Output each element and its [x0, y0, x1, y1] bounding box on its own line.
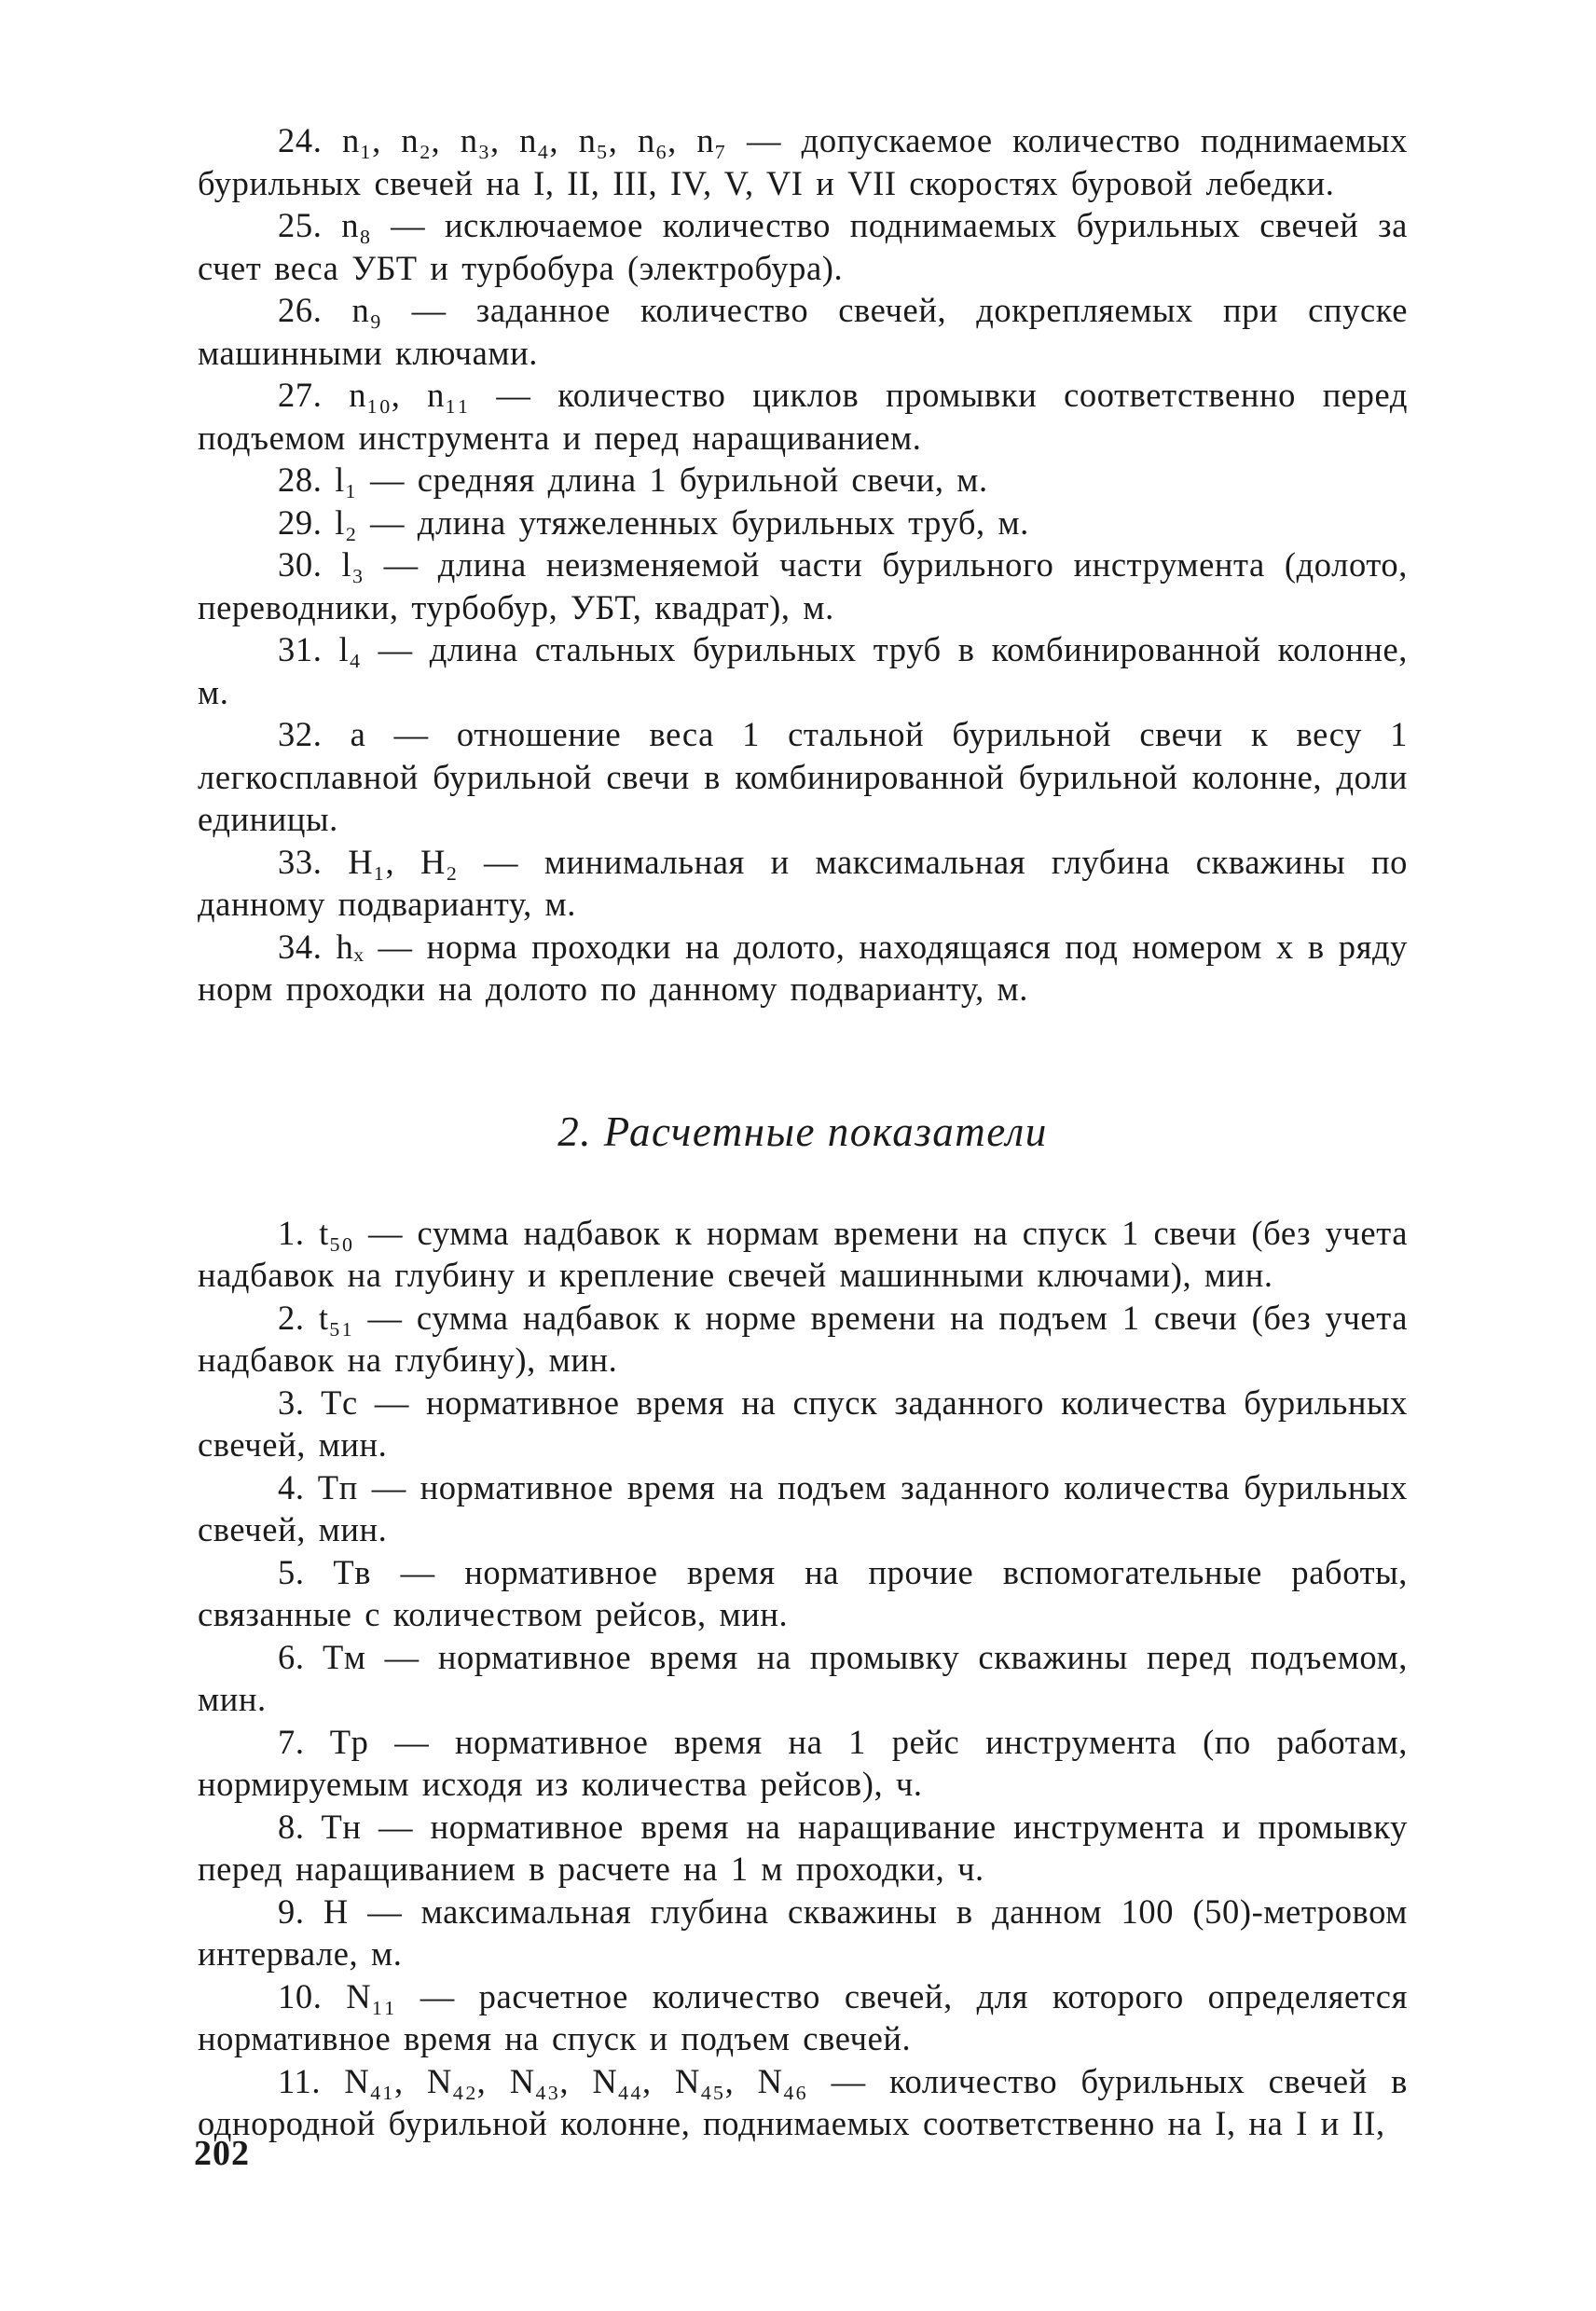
page-number: 202	[194, 2134, 250, 2173]
item-number: 34.	[278, 927, 323, 966]
list-item	[198, 1297, 1408, 1382]
item-number: 6.	[278, 1637, 305, 1676]
list-item	[198, 1212, 1408, 1297]
item-number: 25.	[278, 206, 323, 244]
item-number: 28.	[278, 461, 323, 499]
item-number: 31.	[278, 630, 323, 668]
item-text: N₁₁ — расчетное количество свечей, для которого определяется нормативное время на спуск и подъем свечей.	[198, 1976, 1408, 2057]
item-text: n₉ — заданное количество свечей, докрепляемых при спуске машинными ключами.	[198, 291, 1408, 372]
list-item	[198, 713, 1408, 841]
item-text: Tм — нормативное время на промывку скважины перед подъемом, мин.	[198, 1637, 1408, 1718]
list-item	[198, 374, 1408, 459]
list-item	[198, 502, 1408, 544]
list-item	[198, 1466, 1408, 1551]
list-item	[198, 119, 1408, 204]
item-number: 27.	[278, 376, 323, 414]
item-number: 8.	[278, 1807, 305, 1846]
item-text: l₄ — длина стальных бурильных труб в комбинированной колонне, м.	[198, 630, 1408, 711]
item-text: t₅₁ — сумма надбавок к норме времени на подъем 1 свечи (без учета надбавок на глубину), мин.	[198, 1298, 1408, 1379]
item-number: 24.	[278, 121, 323, 159]
item-text: n₈ — исключаемое количество поднимаемых бурильных свечей за счет веса УБТ и турбобура (электробура).	[198, 206, 1408, 287]
item-number: 30.	[278, 545, 323, 584]
item-text: Tс — нормативное время на спуск заданного количества бурильных свечей, мин.	[198, 1382, 1408, 1464]
list-item	[198, 543, 1408, 628]
item-number: 7.	[278, 1722, 305, 1761]
item-number: 10.	[278, 1976, 323, 2015]
item-number: 3.	[278, 1382, 305, 1422]
item-text: Tр — нормативное время на 1 рейс инструмента (по работам, нормируемым исходя из количества рейсов), ч.	[198, 1722, 1408, 1803]
item-text: H₁, H₂ — минимальная и максимальная глубина скважины по данному подварианту, м.	[198, 842, 1408, 923]
item-text: l₁ — средняя длина 1 бурильной свечи, м.	[335, 461, 988, 499]
list-item	[198, 628, 1408, 713]
item-number: 9.	[278, 1891, 305, 1931]
list-item	[198, 1721, 1408, 1806]
list-item	[198, 2060, 1408, 2145]
item-text: H — максимальная глубина скважины в данном 100 (50)-метровом интервале, м.	[198, 1891, 1408, 1973]
list-item	[198, 926, 1408, 1011]
list-item	[198, 1551, 1408, 1636]
item-number: 4.	[278, 1467, 305, 1506]
indicators-list	[198, 1212, 1408, 2145]
list-item	[198, 1382, 1408, 1466]
item-text: l₃ — длина неизменяемой части бурильного инструмента (долото, переводники, турбобур, УБТ, квадрат), м.	[198, 545, 1409, 626]
definitions-list	[198, 119, 1408, 1011]
item-number: 29.	[278, 502, 323, 542]
list-item	[198, 1891, 1408, 1975]
item-text: t₅₀ — сумма надбавок к нормам времени на спуск 1 свечи (без учета надбавок на глубину и крепление свечей машинными ключами), мин.	[198, 1213, 1408, 1294]
item-text: n₁₀, n₁₁ — количество циклов промывки соответственно перед подъемом инструмента и перед наращиванием.	[198, 376, 1408, 457]
item-text: N₄₁, N₄₂, N₄₃, N₄₄, N₄₅, N₄₆ — количество бурильных свечей в однородной бурильной колонне, поднимаемых соответственно на I, на I и II,	[198, 2061, 1408, 2142]
item-number: 2.	[278, 1298, 305, 1337]
item-text: Tв — нормативное время на прочие вспомогательные работы, связанные с количеством рейсов, мин.	[198, 1552, 1408, 1633]
list-item	[198, 459, 1408, 502]
page-body	[198, 119, 1408, 2145]
section-title: 2. Расчетные показатели	[557, 1107, 1048, 1155]
list-item	[198, 1975, 1408, 2060]
list-item	[198, 841, 1408, 926]
list-item	[198, 1636, 1408, 1721]
item-text: hₓ — норма проходки на долото, находящаяся под номером x в ряду норм проходки на долото по данному подварианту, м.	[198, 927, 1408, 1008]
item-text: Tп — нормативное время на подъем заданного количества бурильных свечей, мин.	[198, 1467, 1408, 1548]
list-item	[198, 204, 1408, 289]
list-item	[198, 289, 1408, 374]
item-number: 1.	[278, 1213, 305, 1252]
item-text: l₂ — длина утяжеленных бурильных труб, м.	[335, 502, 1029, 542]
item-number: 5.	[278, 1552, 305, 1591]
item-text: Tн — нормативное время на наращивание инструмента и промывку перед наращиванием в расчете на 1 м проходки, ч.	[198, 1807, 1408, 1888]
item-text: n₁, n₂, n₃, n₄, n₅, n₆, n₇ — допускаемое количество поднимаемых бурильных свечей на I, II, III, IV, V, VI и VII скоростях буровой лебедки.	[198, 121, 1408, 202]
item-text: a — отношение веса 1 стальной бурильной свечи к весу 1 легкосплавной бурильной свечи в комбинированной бурильной колонне, доли единицы.	[198, 715, 1408, 838]
item-number: 26.	[278, 291, 323, 329]
item-number: 11.	[278, 2061, 322, 2100]
list-item	[198, 1806, 1408, 1891]
item-number: 33.	[278, 842, 323, 881]
item-number: 32.	[278, 715, 323, 753]
